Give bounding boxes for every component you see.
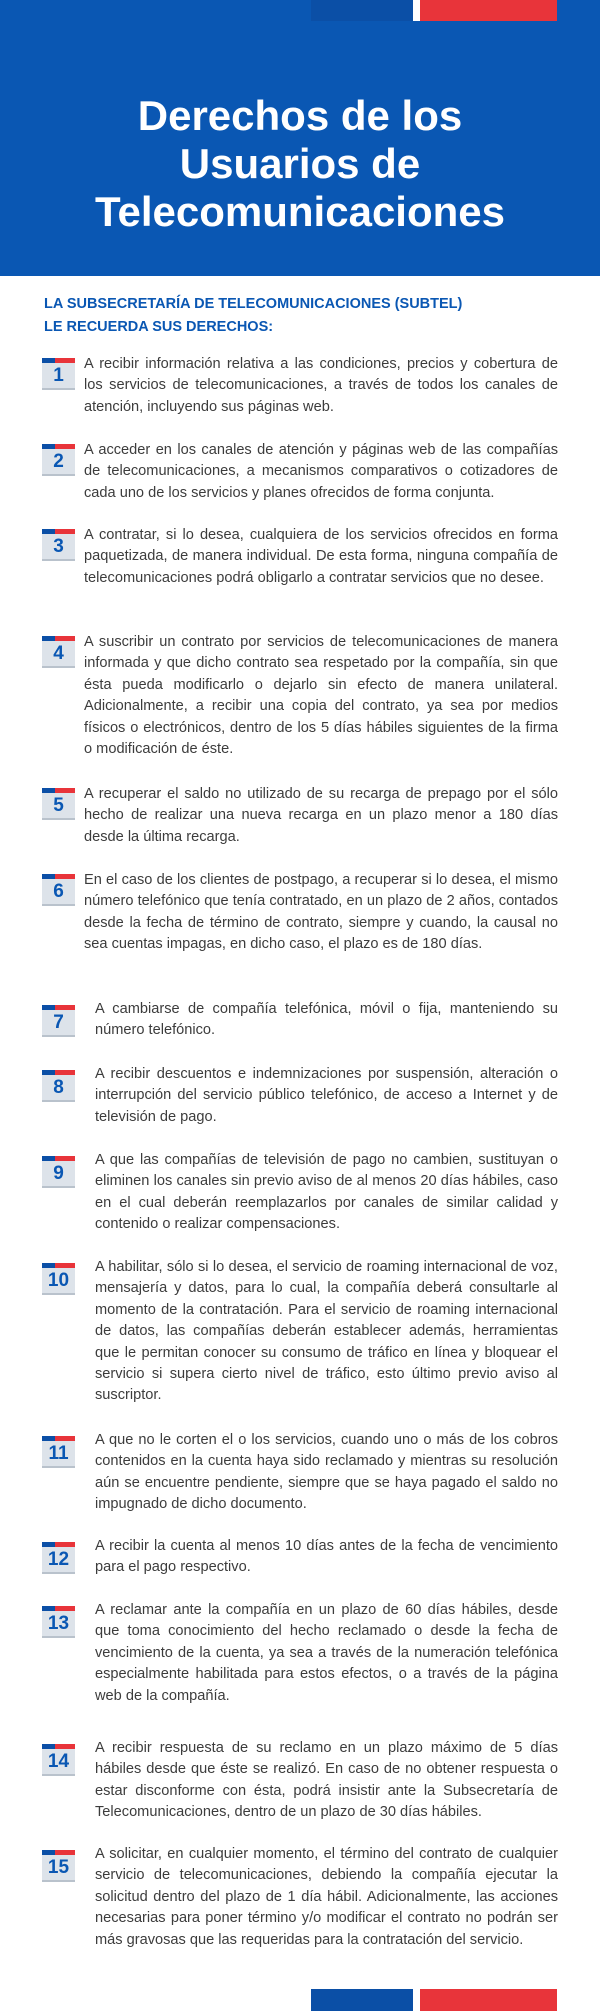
badge-number: 3 (53, 536, 64, 557)
intro-heading (44, 293, 564, 339)
right-text: A contratar, si lo desea, cualquiera de los servicios ofrecidos en forma paquetizada, de manera individual. De esta forma, ninguna compañía de telecomunicaciones podrá obligarlo a contratar servicios que no desee. (84, 527, 558, 586)
number-badge (42, 444, 75, 476)
right-text: A que las compañías de televisión de pago no cambien, sustituyan o eliminen los canales sin previo aviso de al menos 20 días hábiles, caso en el cual deberán reemplazarlos por canales de similar calidad y contenido o realizar compensaciones. (95, 1152, 558, 1233)
right-text: A recibir respuesta de su reclamo en un plazo máximo de 5 días hábiles desde que éste se realizó. En caso de no obtener respuesta o estar disconforme con ésta, podrá insistir ante la Subsecretaría de Telecomunicaciones, dentro de un plazo de 30 días hábiles. (95, 1740, 558, 1821)
number-badge (42, 1263, 75, 1295)
right-text: A habilitar, sólo si lo desea, el servicio de roaming internacional de voz, mensajería y datos, para lo cual, la compañía deberá consultarle al momento de la contratación. Para el servicio de roaming internacional de datos, las compañías deberán establecer además, herramientas que le permitan conocer su consumo de tráfico en línea y bloquear el servicio si supera cierto nivel de tráfico, esto último previo aviso al suscriptor. (95, 1259, 558, 1404)
badge-number: 8 (53, 1077, 64, 1098)
badge-number: 6 (53, 881, 64, 902)
number-badge (42, 1744, 75, 1776)
badge-number: 12 (47, 1549, 70, 1570)
number-badge (42, 788, 75, 820)
right-text: A recibir descuentos e indemnizaciones por suspensión, alteración o interrupción del servicio público telefónico, de acceso a Internet y de televisión de pago. (95, 1066, 558, 1125)
number-badge (42, 1005, 75, 1037)
right-text: A cambiarse de compañía telefónica, móvil o fija, manteniendo su número telefónico. (95, 1001, 558, 1039)
intro-line-1: LA SUBSECRETARÍA DE TELECOMUNICACIONES (SUBTEL) (44, 296, 463, 312)
badge-number: 14 (47, 1751, 70, 1772)
page-title (0, 92, 600, 236)
badge-number: 1 (53, 365, 64, 386)
title-line-3: Telecomunicaciones (94, 188, 506, 235)
number-badge (42, 529, 75, 561)
right-text: A reclamar ante la compañía en un plazo de 60 días hábiles, desde que toma conocimiento del hecho reclamado o desde la fecha de vencimiento de la cuenta, ya sea a través de la numeración telefónica especialmente habilitada para estos efectos, o a través de la página web de la compañía. (95, 1602, 558, 1704)
right-text: A suscribir un contrato por servicios de telecomunicaciones de manera informada y que dicho contrato sea respetado por la compañía, sin que ésta pueda modificarlo o dejarlo sin efecto de manera unilateral. Adicionalmente, a recibir una copia del contrato, ya sea por medios físicos o electrónicos, dentro de los 5 días hábiles siguientes de la firma o modificación de éste. (84, 634, 558, 758)
number-badge (42, 874, 75, 906)
number-badge (42, 1606, 75, 1638)
badge-number: 10 (47, 1270, 70, 1291)
number-badge (42, 1156, 75, 1188)
right-text: A acceder en los canales de atención y páginas web de las compañías de telecomunicaciones, a mecanismos comparativos o cotizadores de cada uno de los servicios y planes ofrecidos de forma conjunta. (84, 442, 558, 501)
header-banner (0, 0, 600, 276)
badge-number: 4 (53, 643, 64, 664)
right-text: A que no le corten el o los servicios, cuando uno o más de los cobros contenidos en la cuenta haya sido reclamado y mientras su resolución aún se encuentre pendiente, siempre que se haya pagado el saldo no impugnado de dicho documento. (95, 1432, 558, 1513)
number-badge (42, 358, 75, 390)
right-text: A recuperar el saldo no utilizado de su recarga de prepago por el sólo hecho de realizar una nueva recarga en un plazo menor a 180 días desde la última recarga. (84, 786, 558, 845)
right-text: A recibir la cuenta al menos 10 días antes de la fecha de vencimiento para el pago respectivo. (95, 1538, 558, 1576)
number-badge (42, 636, 75, 668)
right-text: A solicitar, en cualquier momento, el término del contrato de cualquier servicio de telecomunicaciones, debiendo la compañía ejecutar la solicitud dentro del plazo de 1 día hábil. Adicionalmente, las acciones necesarias para poner término y/o modificar el contrato no podrán ser más gravosas que las requeridas para la contratación del servicio. (95, 1846, 558, 1948)
title-line-2: Usuarios de (179, 140, 421, 187)
right-text: A recibir información relativa a las condiciones, precios y cobertura de los servicios de telecomunicaciones, a través de todos los canales de atención, incluyendo sus páginas web. (84, 356, 558, 415)
number-badge (42, 1436, 75, 1468)
right-text: En el caso de los clientes de postpago, a recuperar si lo desea, el mismo número telefónico que tenía contratado, en un plazo de 2 años, contados desde la fecha de término de contrato, siempre y cuando, la causal no sea cuentas impagas, en dicho caso, el plazo es de 180 días. (84, 872, 558, 953)
badge-number: 5 (53, 795, 64, 816)
number-badge (42, 1070, 75, 1102)
badge-number: 2 (53, 451, 64, 472)
intro-line-2: LE RECUERDA SUS DERECHOS: (44, 319, 274, 335)
badge-number: 7 (53, 1012, 64, 1033)
number-badge (42, 1850, 75, 1882)
badge-number: 13 (47, 1613, 70, 1634)
badge-number: 15 (47, 1857, 70, 1878)
number-badge (42, 1542, 75, 1574)
flag-stripe-top (311, 0, 557, 21)
badge-number: 9 (53, 1163, 64, 1184)
flag-stripe-bottom (0, 1989, 600, 2011)
badge-number: 11 (48, 1443, 69, 1464)
title-line-1: Derechos de los (137, 92, 463, 139)
